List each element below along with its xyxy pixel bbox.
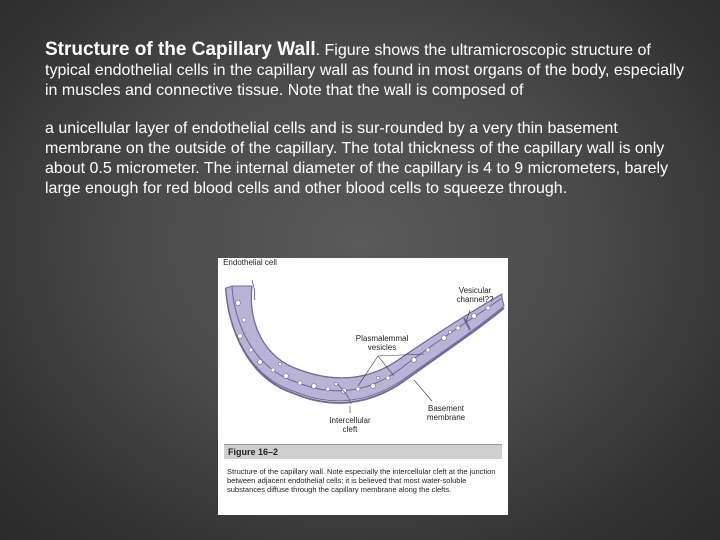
slide-title: Structure of the Capillary Wall [45, 39, 316, 60]
figure-number-bar [224, 444, 502, 459]
label-intercellular-cleft: Intercellular cleft [329, 416, 371, 434]
label-plasmalemmal-vesicles: Plasmalemmal vesicles [355, 334, 409, 352]
intro-text: . Figure shows the ultramicroscopic structure of typical endothelial cells in the capillary wall as found in most organs of the body, especially in muscles and connective tissue. Note that the wall is composed of [45, 42, 685, 99]
cell-junction-line [254, 288, 255, 300]
capillary-wall-figure [218, 258, 508, 515]
label-vesicular-channel: Vesicular channel?? [456, 286, 494, 304]
slide-body-text [45, 40, 695, 199]
figure-number: Figure 16–2 [228, 447, 279, 457]
label-basement-membrane: Basement membrane [426, 404, 466, 422]
paragraph-2: a unicellular layer of endothelial cells and is sur-rounded by a very thin basement membrane on the outside of the capillary. The total thickness of the capillary wall is only about 0.5 micrometer. The internal diameter of the capillary is 4 to 9 micrometers, barely large enough for red blood cells and other blood cells to squeeze through. [45, 120, 669, 197]
figure-caption: Structure of the capillary wall. Note especially the intercellular cleft at the junction between adjacent endothelial cells; it is believed that most water-soluble substances diffuse through the capillary membrane along the clefts. [227, 467, 496, 494]
label-endothelial-cell: Endothelial cell [223, 258, 277, 267]
paragraph-1 [45, 40, 695, 101]
